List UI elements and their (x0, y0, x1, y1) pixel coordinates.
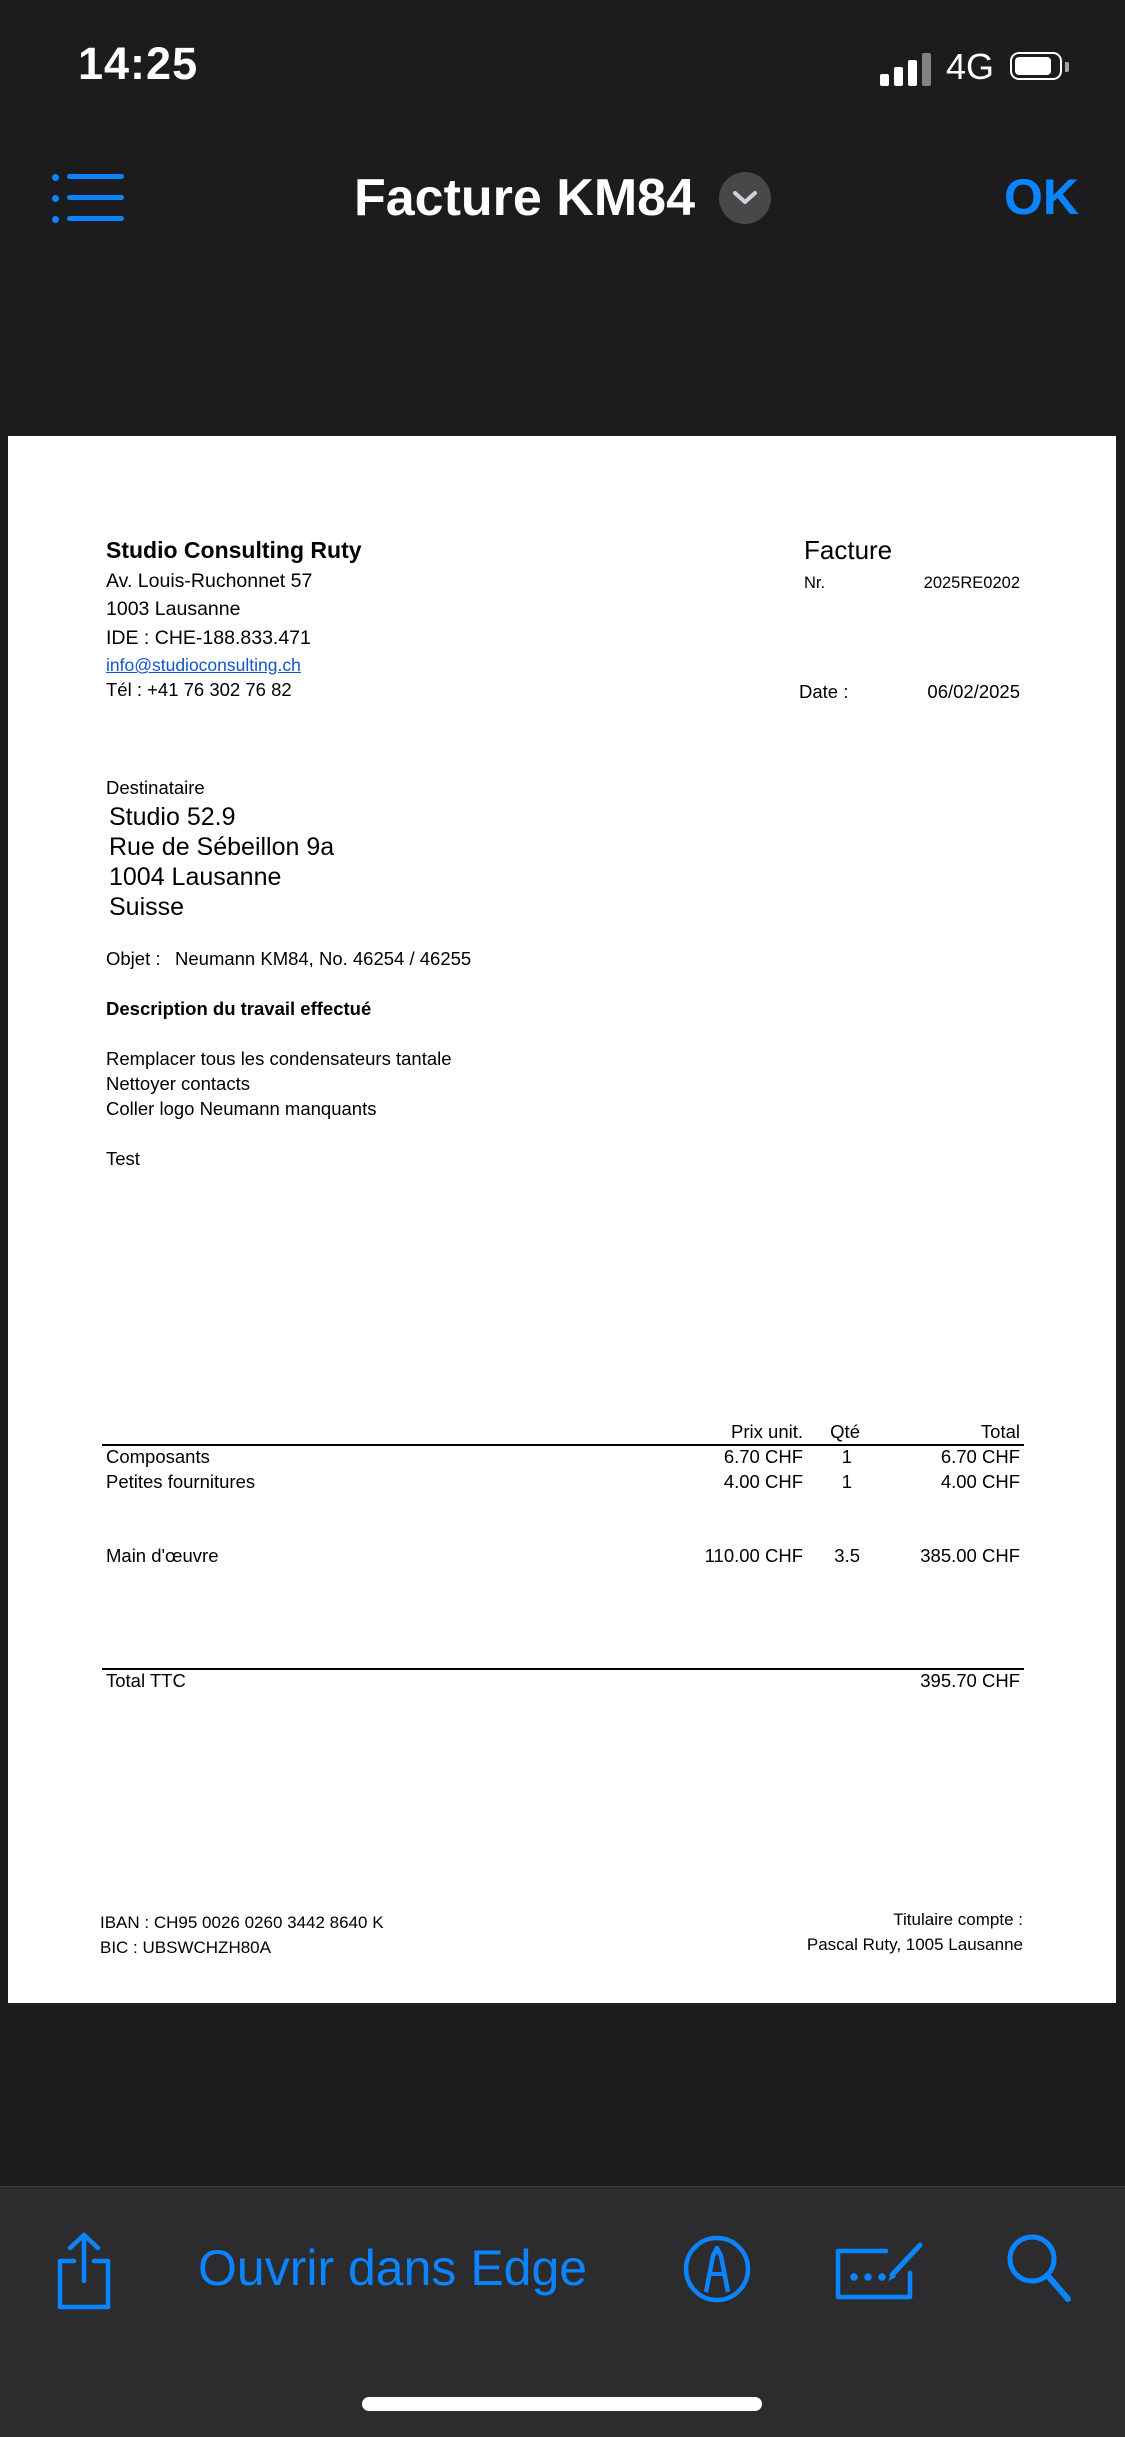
company-phone: Tél : +41 76 302 76 82 (106, 679, 292, 700)
row-qty: 1 (841, 1446, 852, 1467)
recipient-line: Rue de Sébeillon 9a (109, 833, 335, 861)
column-header-qty: Qté (830, 1421, 860, 1442)
column-header-unit-price: Prix unit. (731, 1421, 803, 1442)
company-city: 1003 Lausanne (106, 598, 241, 620)
column-header-total: Total (980, 1421, 1020, 1442)
note: Test (106, 1148, 140, 1169)
row-label: Main d'œuvre (106, 1545, 219, 1566)
recipient-line: Suisse (109, 893, 185, 921)
work-item: Nettoyer contacts (106, 1073, 250, 1094)
invoice-number-label: Nr. (804, 574, 826, 592)
share-icon[interactable] (52, 2231, 116, 2311)
recipient-line: 1004 Lausanne (109, 863, 282, 891)
chevron-down-icon[interactable] (719, 172, 771, 224)
done-button[interactable]: OK (1004, 169, 1079, 225)
recipient-label: Destinataire (106, 777, 205, 798)
search-icon[interactable] (1004, 2231, 1074, 2305)
description-heading: Description du travail effectué (106, 998, 372, 1019)
date-label: Date : (799, 681, 849, 702)
row-qty: 1 (841, 1471, 852, 1492)
account-holder-label: Titulaire compte : (893, 1910, 1023, 1929)
row-total: 4.00 CHF (940, 1471, 1020, 1492)
row-label: Composants (106, 1446, 210, 1467)
row-label: Petites fournitures (106, 1471, 256, 1492)
document-page (8, 436, 1116, 2003)
row-unit-price: 110.00 CHF (704, 1545, 803, 1566)
total-value: 395.70 CHF (920, 1670, 1020, 1691)
open-in-edge-button[interactable]: Ouvrir dans Edge (198, 2240, 588, 2296)
document-type: Facture (804, 535, 893, 565)
home-indicator[interactable] (362, 2397, 762, 2411)
status-time: 14:25 (78, 38, 199, 89)
company-email-link[interactable]: info@studioconsulting.ch (106, 655, 301, 675)
network-type: 4G (946, 46, 995, 87)
work-item: Coller logo Neumann manquants (106, 1098, 377, 1119)
title-area (0, 168, 1125, 228)
total-label: Total TTC (106, 1670, 186, 1691)
company-name: Studio Consulting Ruty (106, 537, 362, 563)
cellular-signal-icon (880, 50, 932, 86)
invoice-date: 06/02/2025 (927, 681, 1020, 702)
document-title: Facture KM84 (354, 169, 695, 227)
row-total: 385.00 CHF (920, 1545, 1020, 1566)
row-unit-price: 4.00 CHF (723, 1471, 803, 1492)
bic: BIC : UBSWCHZH80A (100, 1938, 271, 1957)
iban: IBAN : CH95 0026 0260 3442 8640 K (100, 1913, 384, 1932)
company-ide: IDE : CHE-188.833.471 (106, 627, 311, 649)
subject-value: Neumann KM84, No. 46254 / 46255 (175, 948, 472, 969)
battery-icon (1010, 52, 1070, 82)
markup-icon[interactable] (682, 2234, 752, 2304)
row-qty: 3.5 (834, 1545, 860, 1566)
account-holder-value: Pascal Ruty, 1005 Lausanne (806, 1935, 1023, 1954)
signature-icon[interactable] (830, 2237, 926, 2301)
company-street: Av. Louis-Ruchonnet 57 (106, 570, 313, 592)
row-unit-price: 6.70 CHF (723, 1446, 803, 1467)
recipient-line: Studio 52.9 (109, 803, 236, 831)
subject-label: Objet : (106, 948, 161, 969)
invoice-number: 2025RE0202 (923, 574, 1020, 592)
row-total: 6.70 CHF (940, 1446, 1020, 1467)
work-item: Remplacer tous les condensateurs tantale (106, 1048, 452, 1069)
